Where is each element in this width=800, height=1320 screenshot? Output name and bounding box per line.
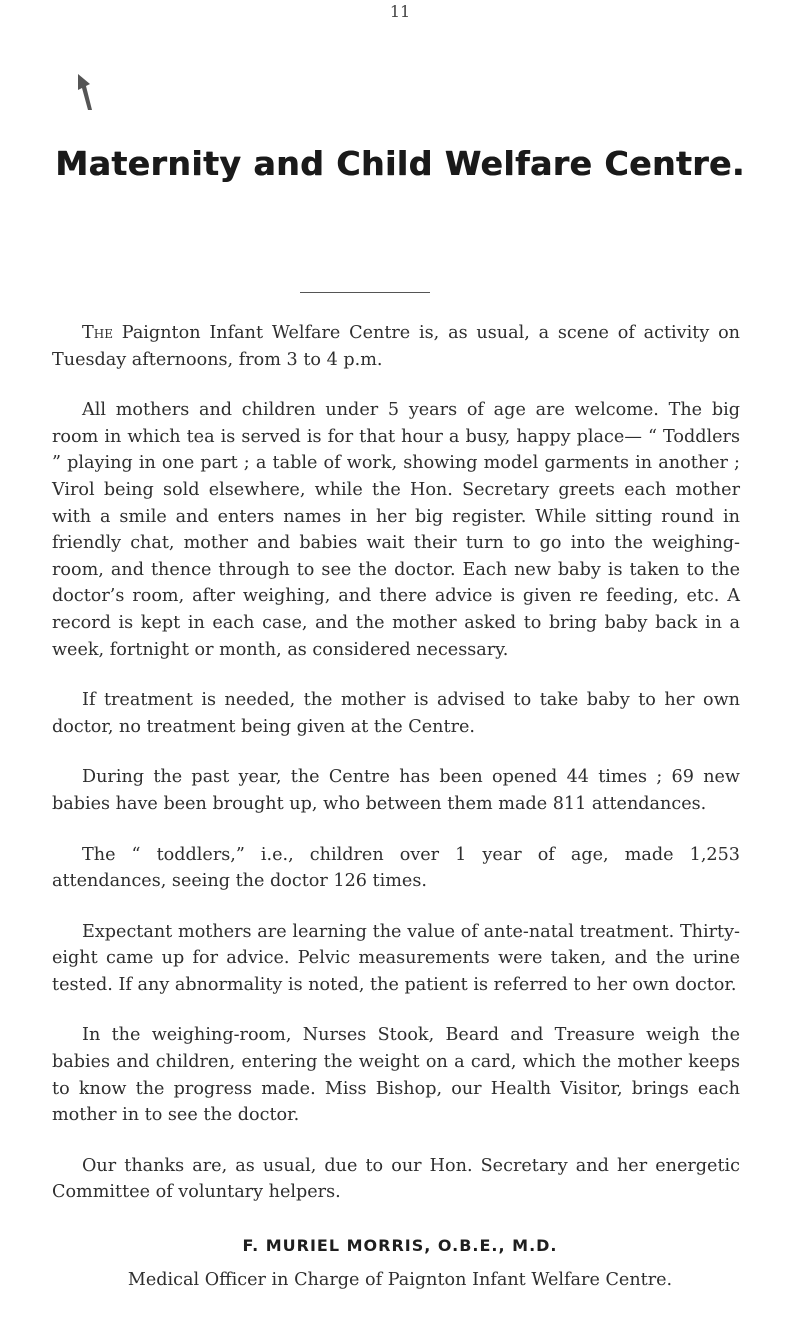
paragraph-5: The “ toddlers,” i.e., children over 1 year of age, made 1,253 attendances, seeing the doctor 126 times. bbox=[52, 844, 740, 892]
paragraph-1 bbox=[52, 320, 740, 373]
paragraph-8: Our thanks are, as usual, due to our Hon. Secretary and her energetic Committee of voluntary helpers. bbox=[52, 1155, 740, 1203]
page-number: 11 bbox=[389, 2, 411, 21]
paragraph-1-text: Paignton Infant Welfare Centre is, as usual, a scene of activity on Tuesday afternoons, from 3 to 4 p.m. bbox=[52, 323, 740, 370]
paragraph-3: If treatment is needed, the mother is advised to take baby to her own doctor, no treatment being given at the Centre. bbox=[52, 690, 740, 737]
page-corner-mark bbox=[76, 72, 94, 112]
title-divider bbox=[300, 292, 430, 293]
paragraph-6: Expectant mothers are learning the value of ante-natal treatment. Thirty-eight came up for advice. Pelvic measurements were taken, and the urine tested. If any abnormality is noted, the patient is referred to her own doctor. bbox=[52, 921, 740, 995]
signature-name: F. MURIEL MORRIS, O.B.E., M.D. bbox=[242, 1236, 558, 1255]
page-title: Maternity and Child Welfare Centre. bbox=[55, 144, 745, 183]
paragraph-4: During the past year, the Centre has been opened 44 times ; 69 new babies have been brought up, who between them made 811 attendances. bbox=[52, 767, 740, 814]
paragraph-2: All mothers and children under 5 years of age are welcome. The big room in which tea is served is for that hour a busy, happy place— “ Toddlers ” playing in one part ; a table of work, showing model garments in another ; Virol being sold elsewhere, while the Hon. Secretary greets each mother with a smile and enters names in her big register. While sitting round in friendly chat, mother and babies wait their turn to go into the weighing-room, and thence through to see the doctor. Each new baby is taken to the doctor’s room, after weighing, and there advice is given re feeding, etc. A record is kept in each case, and the mother asked to bring baby back in a week, fortnight or month, as considered necessary. bbox=[52, 400, 740, 660]
paragraph-7: In the weighing-room, Nurses Stook, Beard and Treasure weigh the babies and children, entering the weight on a card, which the mother keeps to know the progress made. Miss Bishop, our Health Visitor, brings each mother in to see the doctor. bbox=[52, 1025, 740, 1126]
article-body bbox=[52, 320, 740, 1230]
lead-word: The bbox=[82, 323, 113, 343]
signature-role: Medical Officer in Charge of Paignton Infant Welfare Centre. bbox=[127, 1270, 673, 1290]
